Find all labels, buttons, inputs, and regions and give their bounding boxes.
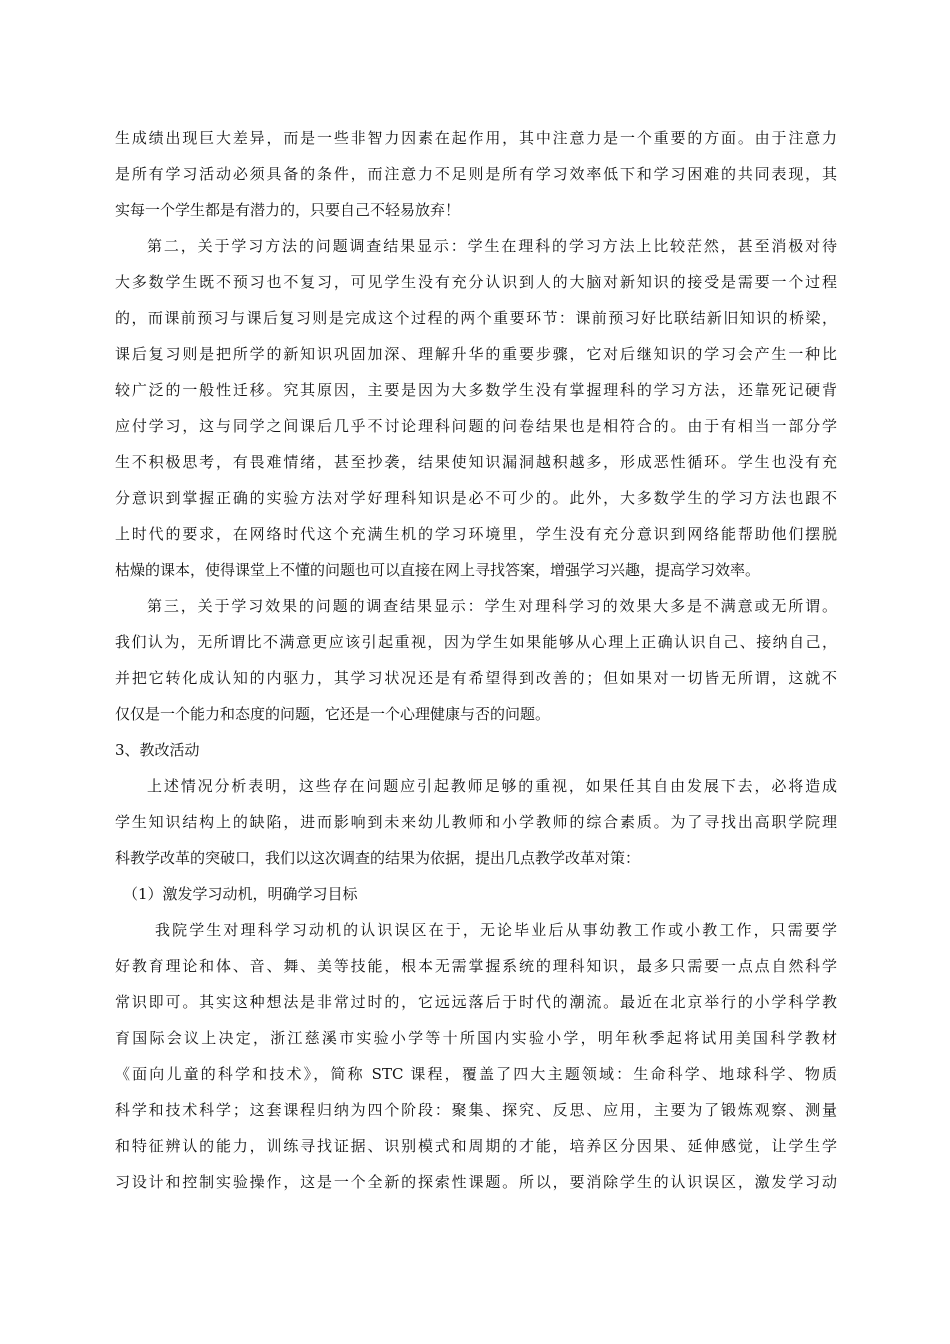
text-line: 是所有学习活动必须具备的条件，而注意力不足则是所有学习效率低下和学习困难的共同表现，其 <box>115 165 837 183</box>
text-line: 上时代的要求，在网络时代这个充满生机的学习环境里，学生没有充分意识到网络能帮助他们摆脱 <box>115 525 837 543</box>
text-line: 枯燥的课本，使得课堂上不懂的问题也可以直接在网上寻找答案，增强学习兴趣，提高学习效率。 <box>115 561 761 579</box>
text-line: 生不积极思考，有畏难情绪，甚至抄袭，结果使知识漏洞越积越多，形成恶性循环。学生也没有充 <box>115 453 837 471</box>
text-line: 科教学改革的突破口，我们以这次调查的结果为依据，提出几点教学改革对策： <box>115 849 641 867</box>
text-line: 上述情况分析表明，这些存在问题应引起教师足够的重视，如果任其自由发展下去，必将造成 <box>147 777 837 795</box>
text-line: 学生知识结构上的缺陷，进而影响到未来幼儿教师和小学教师的综合素质。为了寻找出高职学院理 <box>115 813 837 831</box>
text-line: 实每一个学生都是有潜力的，只要自己不轻易放弃！ <box>115 201 461 219</box>
text-line: 课后复习则是把所学的新知识巩固加深、理解升华的重要步骤，它对后继知识的学习会产生一种比 <box>115 345 837 363</box>
text-line: 我院学生对理科学习动机的认识误区在于，无论毕业后从事幼教工作或小教工作，只需要学 <box>155 921 837 939</box>
text-line: 好教育理论和体、音、舞、美等技能，根本无需掌握系统的理科知识，最多只需要一点点自然科学 <box>115 957 837 975</box>
text-line: 育国际会议上决定，浙江慈溪市实验小学等十所国内实验小学，明年秋季起将试用美国科学教材 <box>115 1029 837 1047</box>
text-line: 生成绩出现巨大差异，而是一些非智力因素在起作用，其中注意力是一个重要的方面。由于注意力 <box>115 129 837 147</box>
text-line: 我们认为，无所谓比不满意更应该引起重视，因为学生如果能够从心理上正确认识自己、接纳自己， <box>115 633 837 651</box>
text-line: 和特征辨认的能力，训练寻找证据、识别模式和周期的才能，培养区分因果、延伸感觉，让学生学 <box>115 1137 837 1155</box>
text-line: 第二，关于学习方法的问题调查结果显示：学生在理科的学习方法上比较茫然，甚至消极对待 <box>147 237 837 255</box>
text-line: 并把它转化成认知的内驱力，其学习状况还是有希望得到改善的；但如果对一切皆无所谓，这就不 <box>115 669 837 687</box>
text-line: 科学和技术科学；这套课程归纳为四个阶段：聚集、探究、反思、应用，主要为了锻炼观察、测量 <box>115 1101 837 1119</box>
text-line: 《面向儿童的科学和技术》，简称 STC 课程，覆盖了四大主题领域：生命科学、地球科学、物质 <box>115 1065 837 1083</box>
text-line: 分意识到掌握正确的实验方法对学好理科知识是必不可少的。此外，大多数学生的学习方法也跟不 <box>115 489 837 507</box>
text-line: 第三，关于学习效果的问题的调查结果显示：学生对理科学习的效果大多是不满意或无所谓。 <box>147 597 837 615</box>
text-line: 较广泛的一般性迁移。究其原因，主要是因为大多数学生没有掌握理科的学习方法，还靠死记硬背 <box>115 381 837 399</box>
text-line: （1）激发学习动机，明确学习目标 <box>123 885 358 903</box>
text-line: 3、教改活动 <box>115 741 200 759</box>
text-line: 应付学习，这与同学之间课后几乎不讨论理科问题的问卷结果也是相符合的。由于有相当一部分学 <box>115 417 837 435</box>
text-line: 常识即可。其实这种想法是非常过时的，它远远落后于时代的潮流。最近在北京举行的小学科学教 <box>115 993 837 1011</box>
text-line: 习设计和控制实验操作，这是一个全新的探索性课题。所以，要消除学生的认识误区，激发学习动 <box>115 1173 837 1191</box>
text-line: 大多数学生既不预习也不复习，可见学生没有充分认识到人的大脑对新知识的接受是需要一个过程 <box>115 273 837 291</box>
text-line: 仅仅是一个能力和态度的问题，它还是一个心理健康与否的问题。 <box>115 705 551 723</box>
text-line: 的，而课前预习与课后复习则是完成这个过程的两个重要环节：课前预习好比联结新旧知识的桥梁， <box>115 309 837 327</box>
document-body <box>115 120 837 1200</box>
